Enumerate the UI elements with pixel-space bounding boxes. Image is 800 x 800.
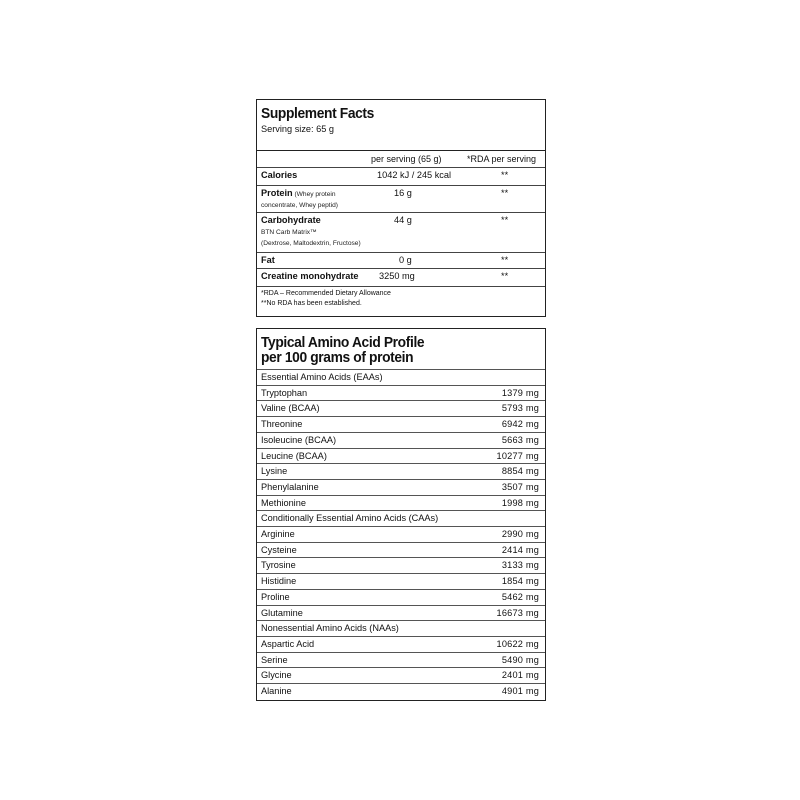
amino-name: Isoleucine (BCAA) bbox=[261, 434, 337, 445]
amino-acid-profile-panel bbox=[256, 328, 546, 701]
amino-section-header bbox=[257, 510, 545, 526]
amino-name: Histidine bbox=[261, 576, 297, 587]
amino-value: 1379 mg bbox=[501, 387, 539, 398]
amino-value: 10622 mg bbox=[496, 638, 539, 649]
section-label: Conditionally Essential Amino Acids (CAAs) bbox=[261, 513, 439, 524]
amino-value: 2401 mg bbox=[501, 670, 539, 681]
nutrient-rda: ** bbox=[501, 170, 509, 180]
nutrient-name: Creatine monohydrate bbox=[261, 271, 359, 281]
amino-value: 4901 mg bbox=[501, 686, 539, 696]
amino-name: Alanine bbox=[261, 686, 292, 696]
amino-name: Proline bbox=[261, 591, 290, 602]
nutrient-sub: BTN Carb Matrix™ bbox=[261, 229, 317, 236]
amino-value: 16673 mg bbox=[496, 607, 539, 618]
nutrient-sub: concentrate, Whey peptid) bbox=[261, 202, 338, 209]
section-label: Nonessential Amino Acids (NAAs) bbox=[261, 623, 399, 634]
amino-row bbox=[257, 589, 545, 605]
amino-row bbox=[257, 400, 545, 416]
amino-value: 6942 mg bbox=[501, 419, 539, 430]
amino-row bbox=[257, 667, 545, 683]
nutrient-name: Carbohydrate bbox=[261, 215, 321, 225]
amino-name: Methionine bbox=[261, 497, 306, 508]
facts-divider bbox=[257, 150, 545, 151]
amino-row bbox=[257, 416, 545, 432]
amino-section-header bbox=[257, 369, 545, 385]
section-label: Essential Amino Acids (EAAs) bbox=[261, 372, 383, 382]
amino-name: Threonine bbox=[261, 419, 303, 430]
amino-value: 10277 mg bbox=[496, 450, 539, 461]
amino-value: 5462 mg bbox=[501, 591, 539, 602]
amino-row bbox=[257, 652, 545, 668]
footnote-no-rda: **No RDA has been established. bbox=[261, 300, 362, 307]
amino-name: Valine (BCAA) bbox=[261, 403, 320, 414]
amino-row bbox=[257, 605, 545, 621]
amino-name: Leucine (BCAA) bbox=[261, 450, 327, 461]
amino-title-line1: Typical Amino Acid Profile bbox=[261, 334, 425, 351]
amino-name: Tyrosine bbox=[261, 560, 296, 571]
nutrient-value: 1042 kJ / 245 kcal bbox=[377, 170, 452, 180]
nutrient-value: 44 g bbox=[394, 215, 412, 225]
facts-row-protein bbox=[257, 185, 545, 212]
amino-value: 8854 mg bbox=[501, 466, 539, 477]
amino-value: 5663 mg bbox=[501, 434, 539, 445]
amino-row bbox=[257, 683, 545, 699]
amino-row bbox=[257, 432, 545, 448]
nutrient-rda: ** bbox=[501, 188, 509, 198]
facts-row-creatine bbox=[257, 268, 545, 286]
amino-value: 3507 mg bbox=[501, 481, 539, 492]
amino-value: 1854 mg bbox=[501, 576, 539, 587]
supplement-facts-panel bbox=[256, 99, 546, 317]
amino-name: Aspartic Acid bbox=[261, 638, 315, 649]
col-rda: *RDA per serving bbox=[467, 154, 537, 164]
amino-row bbox=[257, 636, 545, 652]
amino-value: 5490 mg bbox=[501, 654, 539, 665]
nutrient-value: 16 g bbox=[394, 188, 412, 198]
col-per-serving: per serving (65 g) bbox=[371, 154, 442, 164]
nutrient-rda: ** bbox=[501, 215, 509, 225]
amino-row bbox=[257, 463, 545, 479]
amino-header bbox=[261, 335, 438, 365]
amino-name: Tryptophan bbox=[261, 387, 308, 398]
nutrient-rda: ** bbox=[501, 255, 509, 265]
amino-value: 5793 mg bbox=[501, 403, 539, 414]
amino-row bbox=[257, 385, 545, 401]
facts-title: Supplement Facts bbox=[261, 105, 374, 122]
amino-row bbox=[257, 448, 545, 464]
nutrient-value: 0 g bbox=[399, 255, 412, 265]
facts-footer-divider bbox=[257, 286, 545, 287]
footnote-rda: *RDA – Recommended Dietary Allowance bbox=[261, 290, 391, 297]
serving-size: Serving size: 65 g bbox=[261, 124, 335, 134]
facts-row-fat bbox=[257, 252, 545, 268]
amino-row bbox=[257, 495, 545, 511]
amino-row bbox=[257, 542, 545, 558]
nutrient-name: Calories bbox=[261, 170, 298, 180]
nutrient-sub2: (Dextrose, Maltodextrin, Fructose) bbox=[261, 240, 361, 247]
amino-row bbox=[257, 573, 545, 589]
amino-value: 3133 mg bbox=[501, 560, 539, 571]
amino-value: 2414 mg bbox=[501, 544, 539, 555]
amino-section-header bbox=[257, 620, 545, 636]
amino-value: 1998 mg bbox=[501, 497, 539, 508]
facts-footnotes bbox=[261, 289, 391, 309]
amino-name: Phenylalanine bbox=[261, 481, 319, 492]
amino-row bbox=[257, 526, 545, 542]
facts-row-calories bbox=[257, 167, 545, 185]
amino-name: Glycine bbox=[261, 670, 292, 681]
amino-value: 2990 mg bbox=[501, 529, 539, 539]
amino-row bbox=[257, 557, 545, 573]
amino-name: Arginine bbox=[261, 529, 295, 539]
nutrient-value: 3250 mg bbox=[379, 271, 415, 281]
facts-header bbox=[261, 106, 384, 135]
amino-name: Cysteine bbox=[261, 544, 297, 555]
amino-row bbox=[257, 479, 545, 495]
amino-name: Glutamine bbox=[261, 607, 303, 618]
amino-name: Serine bbox=[261, 654, 288, 665]
amino-title-line2: per 100 grams of protein bbox=[261, 349, 414, 366]
nutrient-sub-inline: (Whey protein bbox=[292, 191, 336, 198]
nutrient-rda: ** bbox=[501, 271, 509, 281]
nutrient-name: Fat bbox=[261, 255, 275, 265]
nutrient-name: Protein bbox=[261, 188, 293, 198]
amino-name: Lysine bbox=[261, 466, 288, 477]
facts-row-carbohydrate bbox=[257, 212, 545, 252]
